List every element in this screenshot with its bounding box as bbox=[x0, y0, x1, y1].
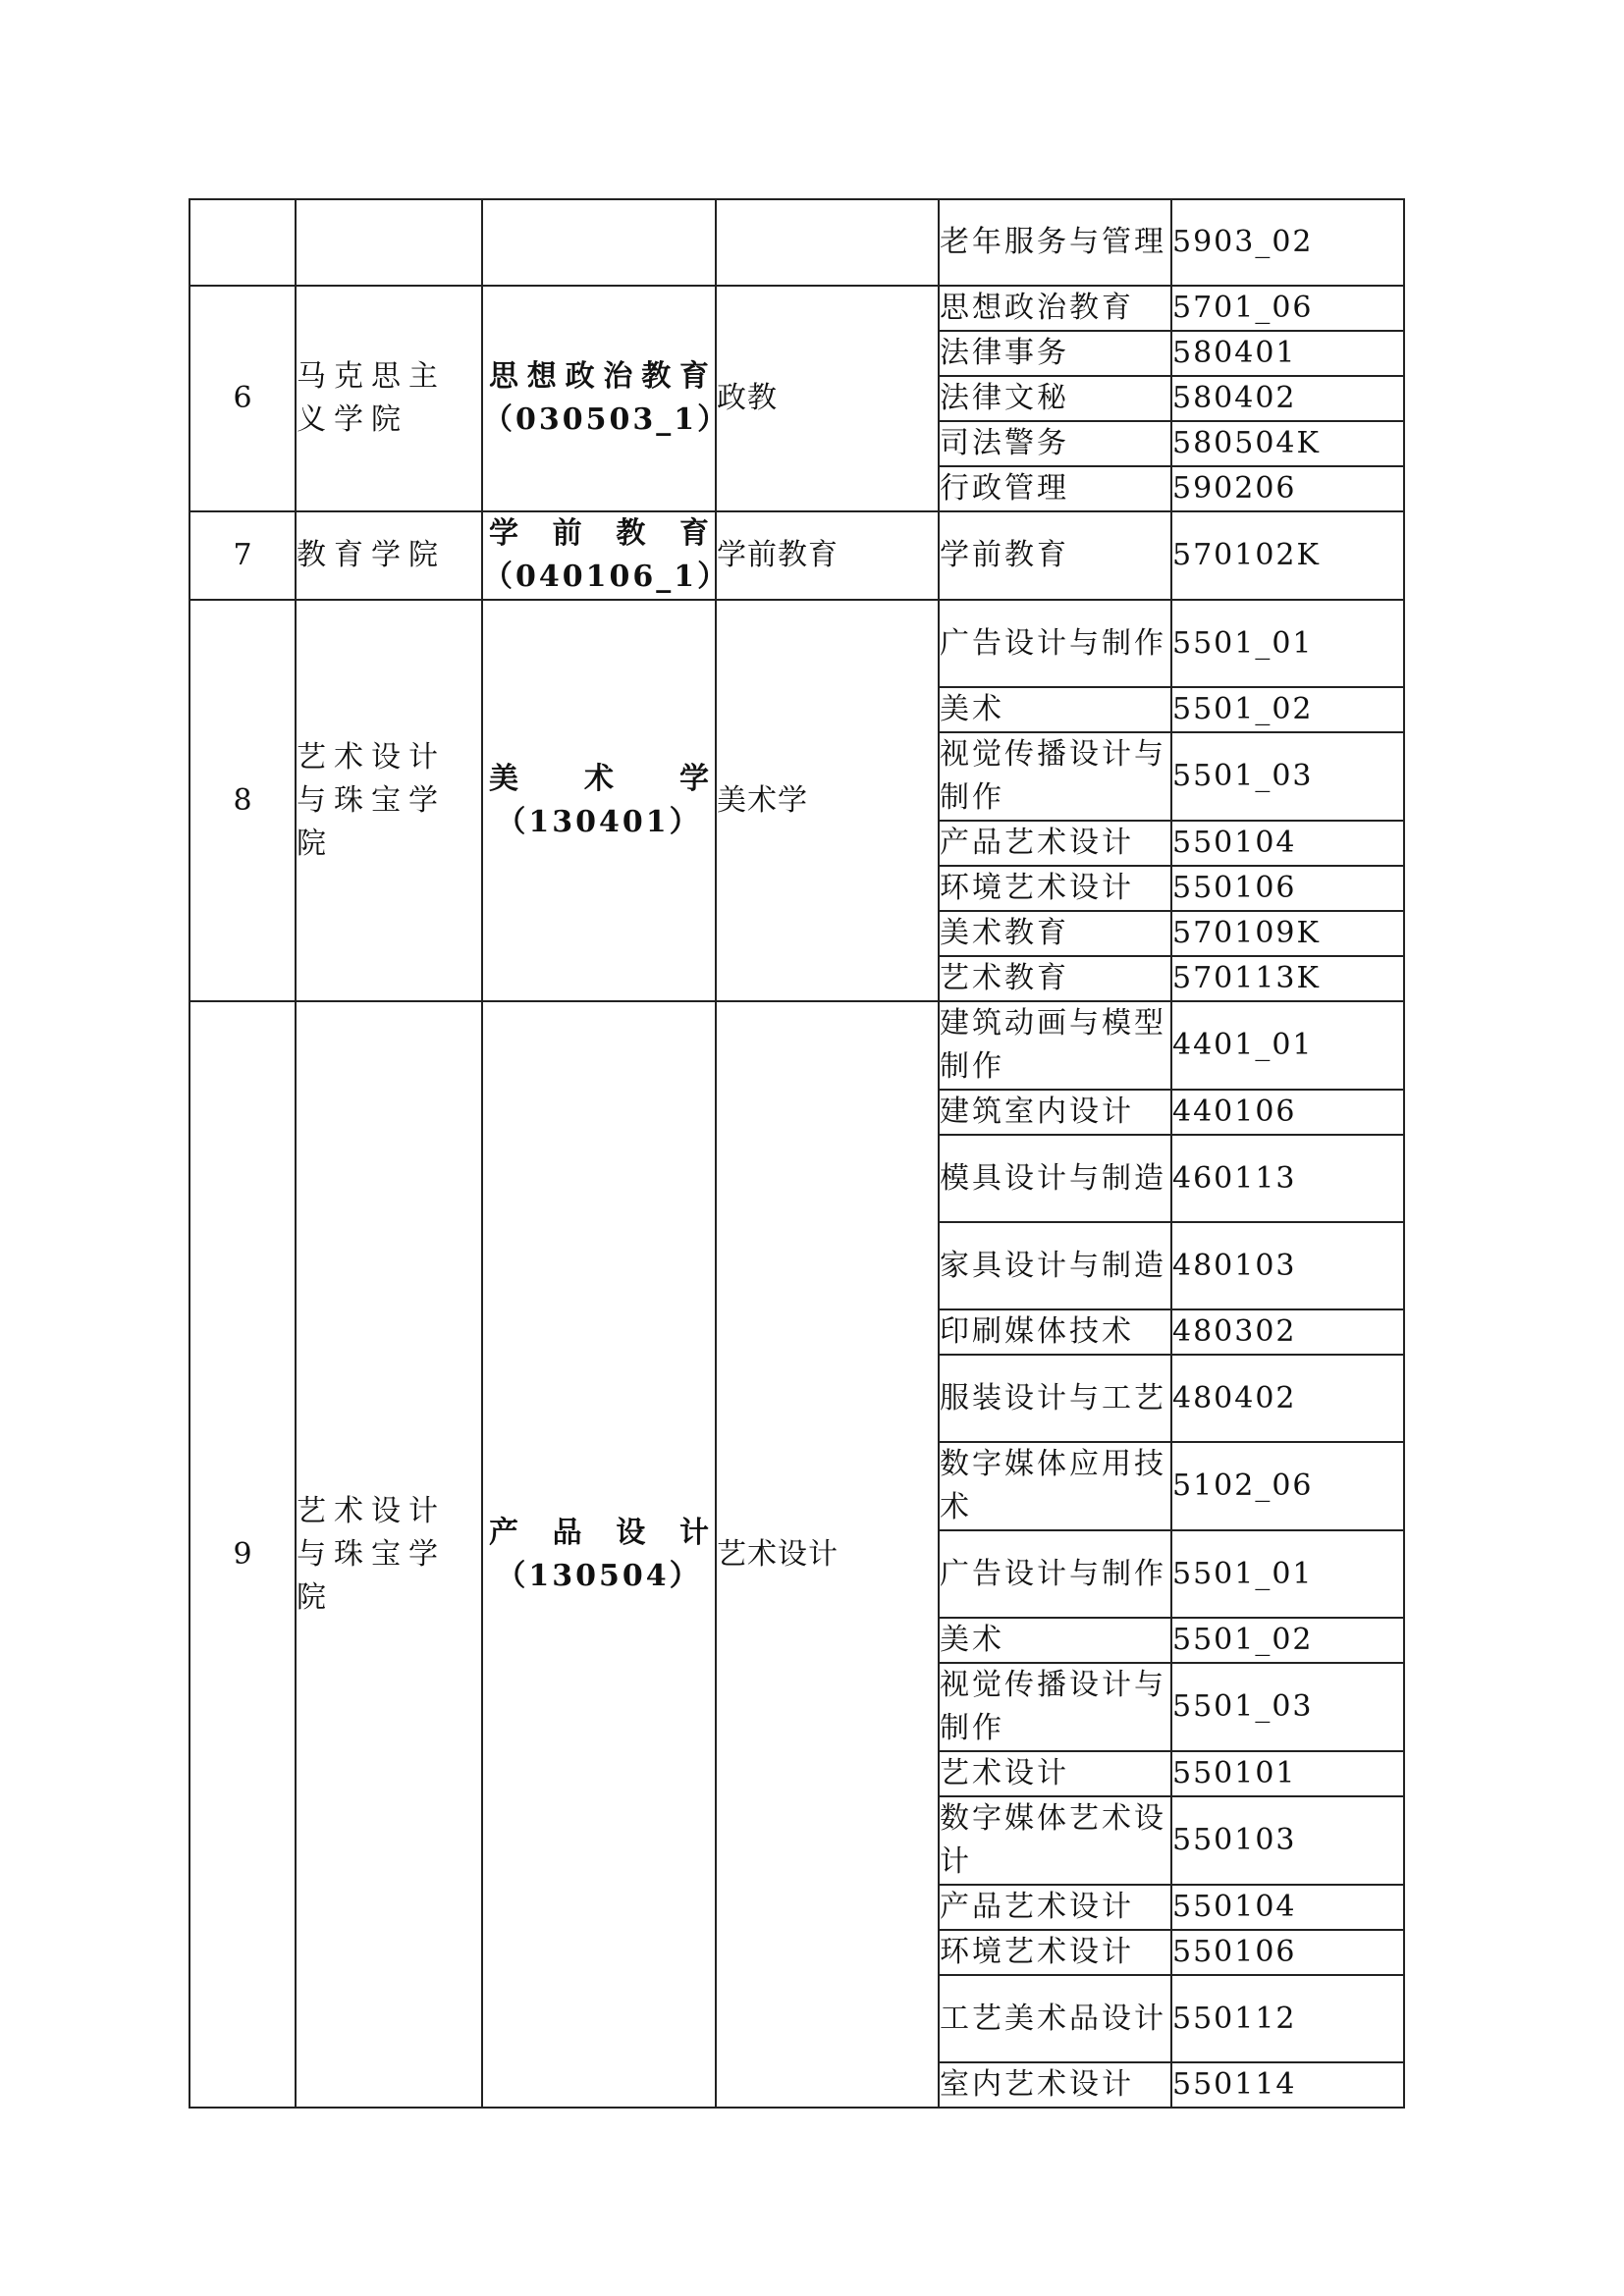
vocational-major-name: 法律事务 bbox=[939, 331, 1171, 376]
vocational-major-name: 建筑室内设计 bbox=[939, 1090, 1171, 1135]
vocational-major-name: 艺术设计 bbox=[939, 1751, 1171, 1796]
table-row bbox=[189, 286, 1404, 331]
table-row bbox=[189, 511, 1404, 600]
row-number bbox=[189, 199, 296, 286]
vocational-major-name: 数字媒体应用技术 bbox=[939, 1442, 1171, 1530]
vocational-major-name: 产品艺术设计 bbox=[939, 1885, 1171, 1930]
vocational-major-code: 550104 bbox=[1171, 821, 1404, 866]
exam-category: 艺术设计 bbox=[716, 1001, 939, 2108]
vocational-major-code: 5501_01 bbox=[1171, 1530, 1404, 1618]
vocational-major-name: 室内艺术设计 bbox=[939, 2062, 1171, 2108]
vocational-major-code: 440106 bbox=[1171, 1090, 1404, 1135]
row-number: 9 bbox=[189, 1001, 296, 2108]
major-mapping-table bbox=[189, 198, 1405, 2109]
vocational-major-name: 家具设计与制造 bbox=[939, 1222, 1171, 1309]
vocational-major-name: 学前教育 bbox=[939, 511, 1171, 600]
vocational-major-name: 行政管理 bbox=[939, 466, 1171, 511]
undergrad-major-name: 美术学 bbox=[489, 761, 709, 796]
undergrad-major-name: 学前教育 bbox=[489, 516, 709, 551]
vocational-major-code: 580504K bbox=[1171, 421, 1404, 466]
vocational-major-name: 视觉传播设计与制作 bbox=[939, 1663, 1171, 1751]
vocational-major-code: 550104 bbox=[1171, 1885, 1404, 1930]
vocational-major-code: 480402 bbox=[1171, 1355, 1404, 1442]
vocational-major-name: 建筑动画与模型制作 bbox=[939, 1001, 1171, 1090]
vocational-major-name: 美术教育 bbox=[939, 911, 1171, 956]
vocational-major-code: 580402 bbox=[1171, 376, 1404, 421]
exam-category: 美术学 bbox=[716, 600, 939, 1001]
vocational-major-name: 印刷媒体技术 bbox=[939, 1309, 1171, 1355]
college-name: 马克思主义学院 bbox=[296, 286, 482, 511]
vocational-major-code: 5501_01 bbox=[1171, 600, 1404, 687]
undergrad-major-code: （030503_1） bbox=[483, 402, 731, 437]
undergrad-major-code: （040106_1） bbox=[483, 560, 731, 594]
college-name bbox=[296, 199, 482, 286]
vocational-major-name: 思想政治教育 bbox=[939, 286, 1171, 331]
table-row bbox=[189, 600, 1404, 687]
vocational-major-code: 590206 bbox=[1171, 466, 1404, 511]
exam-category bbox=[716, 199, 939, 286]
table-body bbox=[189, 199, 1404, 2108]
vocational-major-name: 数字媒体艺术设计 bbox=[939, 1796, 1171, 1885]
vocational-major-code: 5501_03 bbox=[1171, 732, 1404, 821]
undergrad-major bbox=[482, 1001, 716, 2108]
table-row bbox=[189, 199, 1404, 286]
row-number: 7 bbox=[189, 511, 296, 600]
vocational-major-name: 模具设计与制造 bbox=[939, 1135, 1171, 1222]
undergrad-major bbox=[482, 600, 716, 1001]
vocational-major-name: 服装设计与工艺 bbox=[939, 1355, 1171, 1442]
vocational-major-code: 550112 bbox=[1171, 1975, 1404, 2062]
vocational-major-name: 环境艺术设计 bbox=[939, 866, 1171, 911]
exam-category: 学前教育 bbox=[716, 511, 939, 600]
vocational-major-code: 480103 bbox=[1171, 1222, 1404, 1309]
vocational-major-code: 5903_02 bbox=[1171, 199, 1404, 286]
vocational-major-code: 480302 bbox=[1171, 1309, 1404, 1355]
vocational-major-name: 广告设计与制作 bbox=[939, 1530, 1171, 1618]
exam-category: 政教 bbox=[716, 286, 939, 511]
vocational-major-code: 5501_02 bbox=[1171, 687, 1404, 732]
undergrad-major-code: （130401） bbox=[496, 804, 702, 839]
vocational-major-code: 460113 bbox=[1171, 1135, 1404, 1222]
vocational-major-name: 老年服务与管理 bbox=[939, 199, 1171, 286]
vocational-major-code: 550103 bbox=[1171, 1796, 1404, 1885]
vocational-major-code: 570102K bbox=[1171, 511, 1404, 600]
vocational-major-code: 550106 bbox=[1171, 1930, 1404, 1975]
row-number: 6 bbox=[189, 286, 296, 511]
vocational-major-name: 艺术教育 bbox=[939, 956, 1171, 1001]
college-name: 艺术设计与珠宝学院 bbox=[296, 600, 482, 1001]
vocational-major-code: 550106 bbox=[1171, 866, 1404, 911]
table-row bbox=[189, 1001, 1404, 1090]
vocational-major-name: 产品艺术设计 bbox=[939, 821, 1171, 866]
vocational-major-code: 5501_02 bbox=[1171, 1618, 1404, 1663]
college-name: 艺术设计与珠宝学院 bbox=[296, 1001, 482, 2108]
vocational-major-name: 工艺美术品设计 bbox=[939, 1975, 1171, 2062]
vocational-major-code: 5501_03 bbox=[1171, 1663, 1404, 1751]
vocational-major-code: 580401 bbox=[1171, 331, 1404, 376]
undergrad-major bbox=[482, 199, 716, 286]
vocational-major-name: 法律文秘 bbox=[939, 376, 1171, 421]
row-number: 8 bbox=[189, 600, 296, 1001]
undergrad-major bbox=[482, 511, 731, 600]
vocational-major-code: 4401_01 bbox=[1171, 1001, 1404, 1090]
vocational-major-name: 视觉传播设计与制作 bbox=[939, 732, 1171, 821]
undergrad-major-name: 产品设计 bbox=[489, 1515, 709, 1550]
vocational-major-name: 美术 bbox=[939, 687, 1171, 732]
vocational-major-name: 司法警务 bbox=[939, 421, 1171, 466]
undergrad-major-code: （130504） bbox=[496, 1558, 702, 1593]
vocational-major-code: 550101 bbox=[1171, 1751, 1404, 1796]
vocational-major-name: 环境艺术设计 bbox=[939, 1930, 1171, 1975]
vocational-major-name: 美术 bbox=[939, 1618, 1171, 1663]
vocational-major-code: 570113K bbox=[1171, 956, 1404, 1001]
vocational-major-name: 广告设计与制作 bbox=[939, 600, 1171, 687]
vocational-major-code: 570109K bbox=[1171, 911, 1404, 956]
college-name: 教育学院 bbox=[296, 511, 482, 600]
vocational-major-code: 5701_06 bbox=[1171, 286, 1404, 331]
undergrad-major-name: 思想政治教育 bbox=[489, 359, 709, 394]
vocational-major-code: 550114 bbox=[1171, 2062, 1404, 2108]
vocational-major-code: 5102_06 bbox=[1171, 1442, 1404, 1530]
undergrad-major bbox=[482, 286, 731, 511]
